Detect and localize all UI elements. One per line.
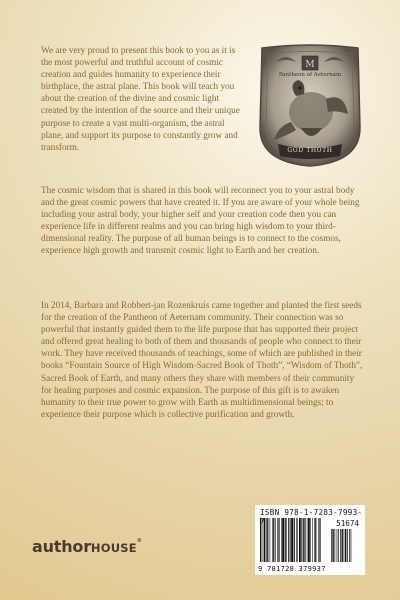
barcode-addon-bar bbox=[351, 529, 352, 562]
barcode-addon-bar bbox=[347, 529, 348, 562]
barcode-addon-bar bbox=[337, 529, 338, 562]
intro-paragraph: We are very proud to present this book to you as it is the most powerful and truthful account of cosmic creation and guides humanity to experience their birthplace, the astral plane. This book will teach you about the creation of the divine and cosmic light created by the intention of the source and their unique purpose to create a vast multi-organism, the astral plane, and support its purpose to constantly grow and transform. bbox=[41, 45, 240, 152]
svg-text:M: M bbox=[305, 60, 315, 70]
barcode-addon-bar bbox=[344, 529, 345, 562]
authors-paragraph: In 2014, Barbara and Robbert-jan Rozenkruis came together and planted the first seeds for the creation of the Pantheon of Aeternam community. Their connection was so powerful that instantly guided them to the life purpose that has supported their project and offered great healing to both of them and thousands of people who connect to their work. They have received thousands of teachings, some of which are published in their books “Fountain Source of High Wisdom-Sacred Book of Thoth”, “Wisdom of Thoth”, Sacred Book of Earth, and many others they share with members of their community for healing purposes and cosmic expansion. The purpose of this gift is to awaken humanity to their true power to grow with Earth as multidimensional beings; to experience their purpose which is collective purification and growth. bbox=[41, 300, 363, 419]
publisher-name-part1: author bbox=[32, 537, 91, 556]
emblem-bottom-label: GOD THOTH bbox=[287, 147, 333, 154]
barcode-addon-bar bbox=[349, 529, 350, 562]
price-code: 51674 bbox=[336, 519, 359, 528]
barcode-addon-bar bbox=[345, 529, 346, 562]
emblem-top-label: Pantheon of Aeternam bbox=[278, 72, 342, 78]
barcode-addon-bar bbox=[342, 529, 343, 562]
barcode-addon-bar bbox=[338, 529, 339, 562]
barcode-digits: 9 781728 379937 bbox=[258, 565, 326, 573]
barcode-addon-bar bbox=[332, 529, 333, 562]
wisdom-paragraph: The cosmic wisdom that is shared in this book will reconnect you to your astral body and the great cosmic powers that have created it. If you are aware of your whole being including your astral body, your higher self and your creation code then you can experience life in different realms and you can bring high wisdom to your third-dimensional reality. The purpose of all human beings is to connect to the cosmos, experience high growth and transmit cosmic light to Earth and her creation. bbox=[41, 185, 360, 256]
authorhouse-logo bbox=[32, 537, 142, 556]
publisher-reg-mark: ® bbox=[136, 538, 142, 544]
barcode-addon-bar bbox=[331, 529, 332, 562]
barcode-addon-bar bbox=[335, 529, 336, 562]
barcode-addon-bar bbox=[340, 529, 341, 562]
publisher-name-part2: HOUSE bbox=[90, 541, 137, 555]
isbn-barcode bbox=[255, 505, 365, 575]
isbn-label: ISBN 978-1-7283-7993-7 bbox=[260, 508, 363, 526]
pantheon-emblem bbox=[256, 44, 364, 168]
